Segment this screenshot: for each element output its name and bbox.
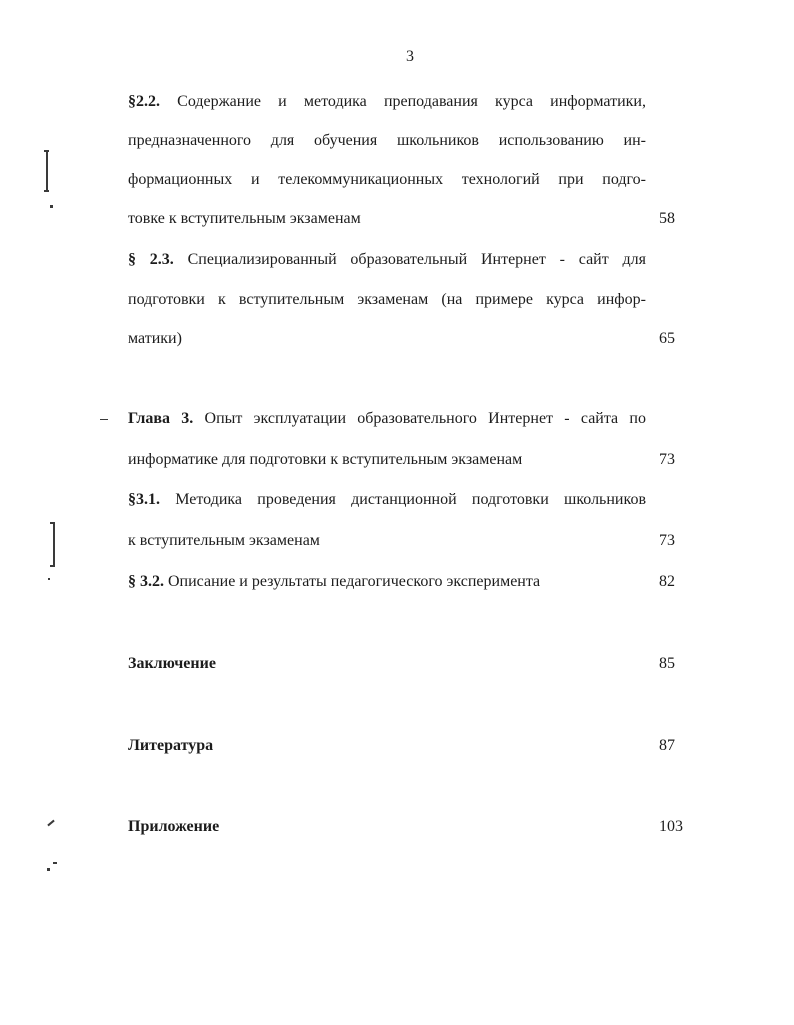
scan-mark (44, 150, 49, 152)
scan-mark (44, 190, 49, 192)
toc-page-number: 82 (659, 573, 675, 590)
toc-line (128, 572, 646, 592)
section-label: §3.1. (128, 491, 160, 508)
toc-line (128, 290, 646, 310)
toc-line (128, 490, 646, 510)
toc-line (128, 250, 646, 270)
section-title: Описание и результаты педагогического эксперимента (164, 573, 541, 590)
scan-mark (50, 565, 55, 567)
section-title: подготовки к вступительным экзаменам (на примере курса инфор- (128, 291, 646, 308)
heading-label: Литература (128, 737, 214, 754)
toc-page-number: 87 (659, 737, 675, 754)
toc-line (128, 531, 646, 551)
section-label: §2.2. (128, 93, 160, 110)
section-title: Специализированный образовательный Интернет - сайт для (173, 251, 647, 268)
toc-line (128, 209, 646, 229)
section-title: Методика проведения дистанционной подготовки школьников (160, 491, 646, 508)
toc-line (128, 817, 646, 837)
toc-line (128, 409, 646, 429)
scan-mark (46, 150, 48, 192)
toc-line (128, 654, 646, 674)
section-label: § 2.3. (128, 251, 174, 268)
chapter-label: Глава 3. (128, 410, 194, 427)
scan-mark (47, 820, 54, 827)
toc-page-number: 65 (659, 330, 675, 347)
section-title: товке к вступительным экзаменам (128, 210, 361, 227)
scan-mark (53, 522, 55, 567)
toc-line (128, 170, 646, 190)
scan-mark (53, 862, 57, 864)
chapter-title: информатике для подготовки к вступительным экзаменам (128, 451, 523, 468)
toc-page-number: 58 (659, 210, 675, 227)
section-title: матики) (128, 330, 182, 347)
toc-line (128, 450, 646, 470)
toc-page-number: 103 (659, 818, 683, 835)
toc-page-number: 85 (659, 655, 675, 672)
scan-mark (50, 205, 53, 208)
heading-label: Приложение (128, 818, 220, 835)
section-label: § 3.2. (128, 573, 164, 590)
scan-mark (50, 522, 55, 524)
toc-line (128, 736, 646, 756)
section-title: формационных и телекоммуникационных технологий при подго- (128, 171, 646, 188)
toc-page-number: 73 (659, 532, 675, 549)
toc-line (128, 329, 646, 349)
section-title: предназначенного для обучения школьников использованию ин- (128, 132, 646, 149)
scan-mark (100, 419, 108, 420)
section-title: Содержание и методика преподавания курса информатики, (160, 93, 646, 110)
section-title: к вступительным экзаменам (128, 532, 320, 549)
chapter-title: Опыт эксплуатации образовательного Интернет - сайта по (193, 410, 646, 427)
heading-label: Заключение (128, 655, 216, 672)
toc-line (128, 92, 646, 112)
scan-mark (47, 868, 50, 871)
page-number: 3 (406, 48, 414, 65)
toc-page-number: 73 (659, 451, 675, 468)
toc-line (128, 131, 646, 151)
scan-mark (48, 578, 50, 580)
